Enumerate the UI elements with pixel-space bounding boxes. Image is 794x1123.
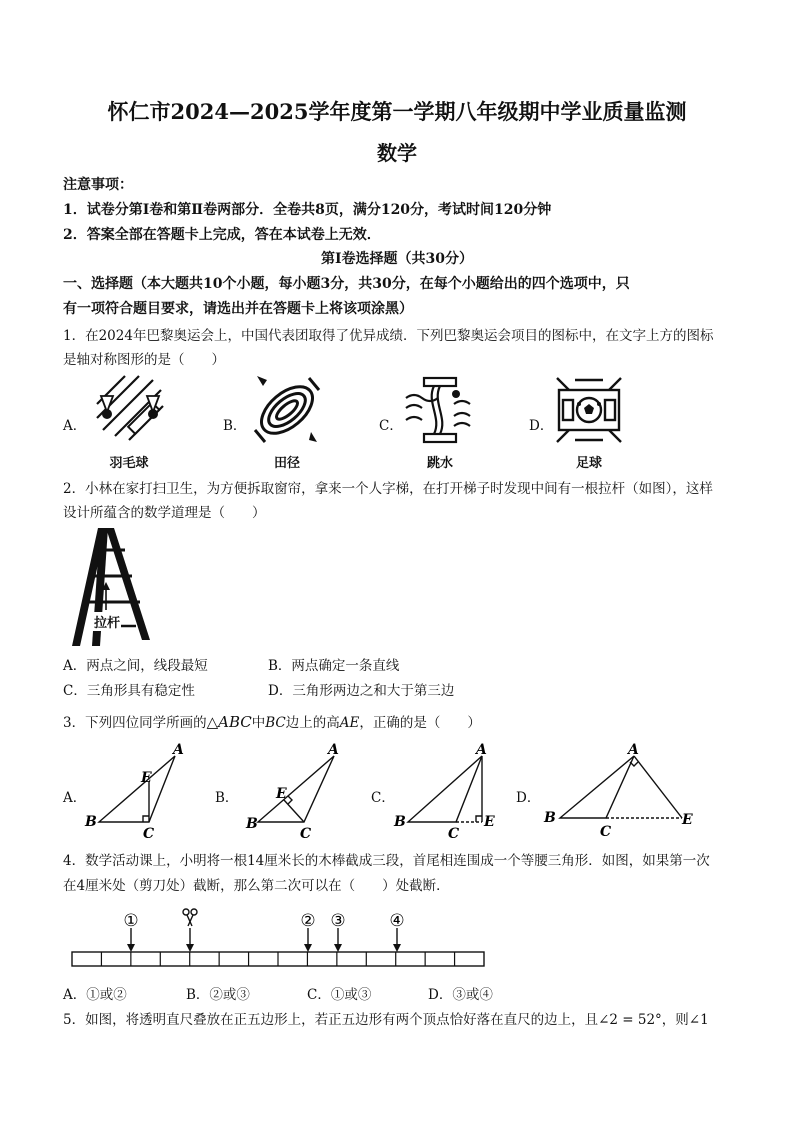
q3a-label-b: B <box>85 814 97 830</box>
q5-stem-line1: 5．如图，将透明直尺叠放在正五边形上，若正五边形有两个顶点恰好落在直尺的边上，且∠2 = 52°，则∠1 <box>63 1012 709 1028</box>
q3a-label-e: E <box>141 770 152 786</box>
q1-option-b-letter: B． <box>223 418 247 434</box>
q4-option-b: B．②或③ <box>186 987 250 1003</box>
q1-caption-athletics: 田径 <box>273 456 300 471</box>
q3-stem <box>63 711 481 731</box>
ladder-figure <box>70 528 152 650</box>
q2-option-a: A．两点之间，线段最短 <box>63 658 208 674</box>
q2-option-c: C．三角形具有稳定性 <box>63 683 195 699</box>
q4-stem-line2: 在4厘米处（剪刀处）截断，那么第二次可以在（ ）处截断． <box>63 878 450 894</box>
q3d-label-b: B <box>544 810 556 826</box>
q2-option-b: B．两点确定一条直线 <box>268 658 400 674</box>
q3-triangle-symbol: △ABC <box>206 713 252 731</box>
page-title: 怀仁市2024—2025学年度第一学期八年级期中学业质量监测 <box>107 99 687 124</box>
q3-stem-pre: 3．下列四位同学所画的 <box>63 715 207 731</box>
q4-marker-2: ② <box>300 911 316 931</box>
q2-stem-line2: 设计所蕴含的数学道理是（ ） <box>63 505 266 521</box>
q2-option-d: D．三角形两边之和大于第三边 <box>268 683 455 699</box>
diving-icon <box>404 374 476 446</box>
q1-option-d-letter: D． <box>529 418 554 434</box>
q3-stem-post: ，正确的是（ ） <box>359 715 481 731</box>
q1-caption-diving: 跳水 <box>426 456 453 471</box>
q3-triangle-a <box>85 742 195 842</box>
section-heading: 第Ⅰ卷选择题（共30分） <box>320 251 474 267</box>
q3b-label-c: C <box>300 826 312 842</box>
q3d-label-e: E <box>682 812 693 828</box>
q3d-label-c: C <box>600 824 612 840</box>
q3-triangle-d <box>544 740 704 840</box>
q3d-label-a: A <box>628 742 639 758</box>
section-intro-line2: 有一项符合题目要求，请选出并在答题卡上将该项涂黑） <box>63 301 413 317</box>
q1-stem-line2: 是轴对称图形的是（ ） <box>63 352 225 368</box>
q3-triangle-c <box>394 742 514 842</box>
notice-item-2: 2．答案全部在答题卡上完成，答在本试卷上无效． <box>63 227 381 243</box>
q3-side-bc: BC <box>265 715 286 731</box>
q3c-label-b: B <box>394 814 406 830</box>
q4-stem-line1: 4．数学活动课上，小明将一根14厘米长的木棒截成三段，首尾相连围成一个等腰三角形．如图，如果第一次 <box>63 853 710 869</box>
athletics-icon <box>251 374 323 446</box>
q1-caption-football: 足球 <box>575 456 602 471</box>
q1-option-c-letter: C． <box>379 418 403 434</box>
q4-marker-1: ① <box>123 911 139 931</box>
q4-option-a: A．①或② <box>63 987 127 1003</box>
q3a-label-c: C <box>143 826 155 842</box>
football-icon <box>553 374 625 446</box>
q3-stem-mid2: 边上的高 <box>285 715 340 731</box>
q3-stem-mid1: 中 <box>251 715 266 731</box>
q3b-label-b: B <box>246 816 258 832</box>
section-intro-line1: 一、选择题（本大题共10个小题，每小题3分，共30分，在每个小题给出的四个选项中，只 <box>63 276 630 292</box>
q1-caption-badminton: 羽毛球 <box>109 456 149 471</box>
q3c-label-a: A <box>476 742 487 758</box>
q3-option-d-letter: D． <box>516 790 541 806</box>
notice-heading: 注意事项： <box>63 177 133 193</box>
q3c-label-c: C <box>448 826 460 842</box>
q3-option-a-letter: A． <box>63 790 87 806</box>
q3b-label-e: E <box>276 786 287 802</box>
subject-title: 数学 <box>377 141 417 165</box>
q4-option-c: C．①或③ <box>307 987 372 1003</box>
q4-option-d: D．③或④ <box>428 987 493 1003</box>
q1-stem-line1: 1．在2024年巴黎奥运会上，中国代表团取得了优异成绩．下列巴黎奥运会项目的图标中，在文字上方的图标 <box>63 328 714 344</box>
q3-triangle-b <box>244 742 354 842</box>
scissors-icon <box>183 909 197 926</box>
q3-altitude-ae: AE <box>339 715 360 731</box>
q4-stick-figure <box>70 906 490 972</box>
notice-item-1: 1．试卷分第Ⅰ卷和第Ⅱ卷两部分．全卷共8页，满分120分，考试时间120分钟 <box>63 202 552 218</box>
q3-option-c-letter: C． <box>371 790 395 806</box>
q4-marker-3: ③ <box>330 911 346 931</box>
q1-option-a-letter: A． <box>63 418 87 434</box>
q2-stem-line1: 2．小林在家打扫卫生，为方便拆取窗帘，拿来一个人字梯，在打开梯子时发现中间有一根拉杆（如图），这样 <box>63 481 713 497</box>
q3-option-b-letter: B． <box>215 790 239 806</box>
q3a-label-a: A <box>173 742 184 758</box>
q3b-label-a: A <box>328 742 339 758</box>
q3c-label-e: E <box>484 814 495 830</box>
q4-marker-4: ④ <box>389 911 405 931</box>
badminton-icon <box>93 374 165 446</box>
ladder-pull-rod-label: 拉杆 <box>93 612 121 631</box>
